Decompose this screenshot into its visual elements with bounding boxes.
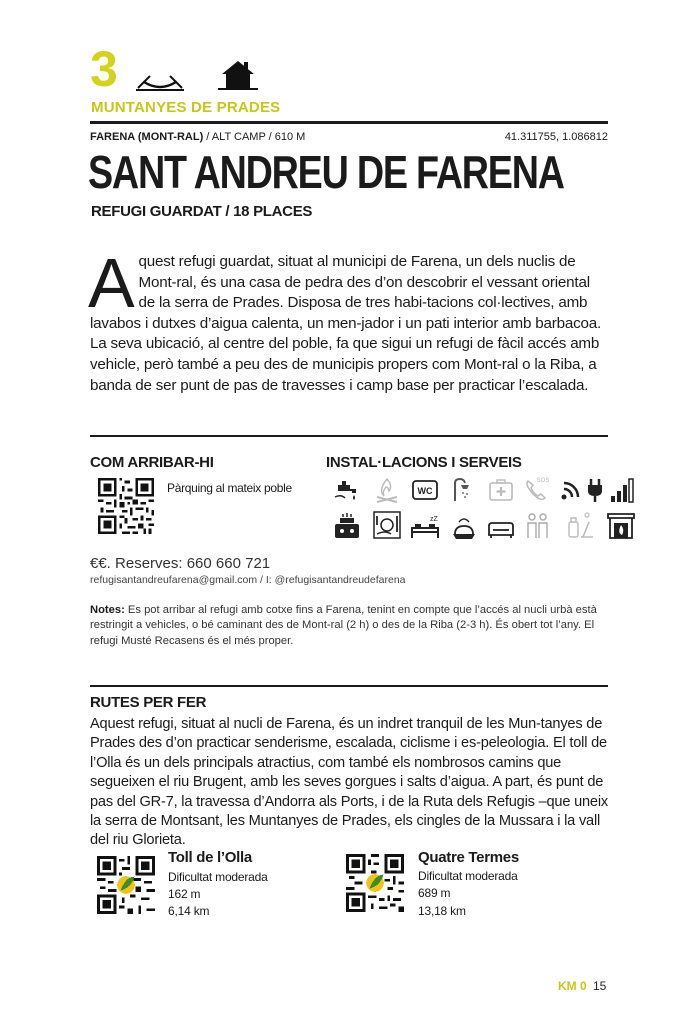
route-name[interactable]: Quatre Termes [418, 849, 519, 866]
cleaning-icon [565, 510, 595, 540]
beds-icon [410, 512, 440, 542]
access-qr-code[interactable] [98, 478, 154, 539]
services-heading: INSTAL·LACIONS I SERVEIS [326, 454, 522, 471]
header-rule [90, 121, 608, 124]
price-reservations: €€. Reserves: 660 660 721 [90, 555, 271, 572]
people-icon [522, 510, 552, 540]
route-difficulty: Dificultat moderada [168, 870, 268, 884]
route-name[interactable]: Toll de l’Olla [168, 849, 252, 866]
route-qr-code[interactable] [346, 854, 404, 917]
route-qr-code[interactable] [97, 856, 155, 919]
campfire-icon [372, 475, 402, 505]
tap-icon [332, 475, 362, 505]
section-rule [90, 435, 608, 437]
parking-note: Pàrquing al mateix poble [167, 481, 292, 495]
coordinates: 41.311755, 1.086812 [504, 131, 608, 143]
dropcap: A [88, 244, 135, 322]
footer-brand: KM 0 [558, 979, 587, 993]
plug-icon [580, 475, 610, 505]
wc-icon [410, 475, 440, 505]
region-name: MUNTANYES DE PRADES [91, 99, 281, 116]
notes-label: Notes: [90, 604, 125, 616]
access-heading: COM ARRIBAR-HI [90, 454, 214, 471]
route-elevation: 689 m [418, 886, 451, 900]
page-subtitle: REFUGI GUARDAT / 18 PLACES [91, 203, 313, 220]
svg-text:zZ: zZ [430, 516, 438, 523]
hammock-icon [136, 66, 184, 97]
intro-paragraph [88, 244, 610, 396]
region-number: 3 [90, 41, 118, 97]
first-aid-icon [486, 475, 516, 505]
svg-text:WC: WC [417, 486, 433, 496]
route-distance: 13,18 km [418, 904, 466, 918]
notes-paragraph [90, 603, 610, 649]
location-detail: / ALT CAMP / 610 M [203, 131, 306, 143]
route-difficulty: Dificultat moderada [418, 869, 518, 883]
page-title: SANT ANDREU DE FARENA [88, 146, 564, 198]
section-rule-2 [90, 685, 608, 687]
route-distance: 6,14 km [168, 904, 210, 918]
svg-text:SOS: SOS [536, 478, 550, 484]
laundry-icon [449, 512, 479, 542]
cooking-icon [332, 512, 362, 542]
intro-text: quest refugi guardat, situat al municipi de Farena, un dels nuclis de Mont-ral, és una casa de pedra des d’on descobrir el vessant oriental de la serra de Prades. Disposa de tres habi-tacions col·lectives, amb lavabos i dutxes d’aigua calenta, un men-jador i un pati interior amb barbacoa. La seva ubicació, al centre del poble, fa que sigui un refugi de fàcil accés amb vehicle, però també a peu des de municipis propers com Mont-ral o la Riba, a banda de ser punt de pas de travesses i camp base per practicar l’escalada. [90, 253, 602, 394]
signal-icon [608, 475, 638, 505]
location-meta [90, 131, 305, 143]
routes-heading: RUTES PER FER [90, 694, 207, 711]
location-name: FARENA (MONT-RAL) [90, 131, 204, 143]
notes-text: Es pot arribar al refugi amb cotxe fins a Farena, tenint en compte que l’accés al nucli urbà està restringit a vehicles, o bé caminant des de Mont-ral (2 h) o des de la Riba (2-3 h). És obert tot l’any. El refugi Musté Recasens és el més proper. [90, 604, 597, 647]
fireplace-icon [606, 510, 636, 540]
email-social[interactable]: refugisantandreufarena@gmail.com / I: @refugisantandreudefarena [90, 574, 406, 586]
dining-icon [372, 510, 402, 540]
routes-paragraph: Aquest refugi, situat al nucli de Farena, és un indret tranquil de les Mun-tanyes de Prades des d’on practicar senderisme, escalada, ciclisme i es-peleologia. El toll de l’Olla és un dels principals atractius, com també els nombrosos camins que segueixen el riu Brugent, amb les seves gorgues i salts d’aigua. A part, és punt de pas del GR-7, la travessa d’Andorra als Ports, i de la Ruta dels Refugis –que uneix la serra de Montsant, les Muntanyes de Prades, els cingles de la Mussara i la vall del riu Glorieta. [90, 716, 608, 849]
sos-phone-icon [522, 473, 552, 503]
shower-icon [449, 475, 479, 505]
house-icon [218, 58, 258, 95]
route-elevation: 162 m [168, 887, 201, 901]
page-number: 15 [593, 979, 607, 993]
sofa-icon [486, 512, 516, 542]
